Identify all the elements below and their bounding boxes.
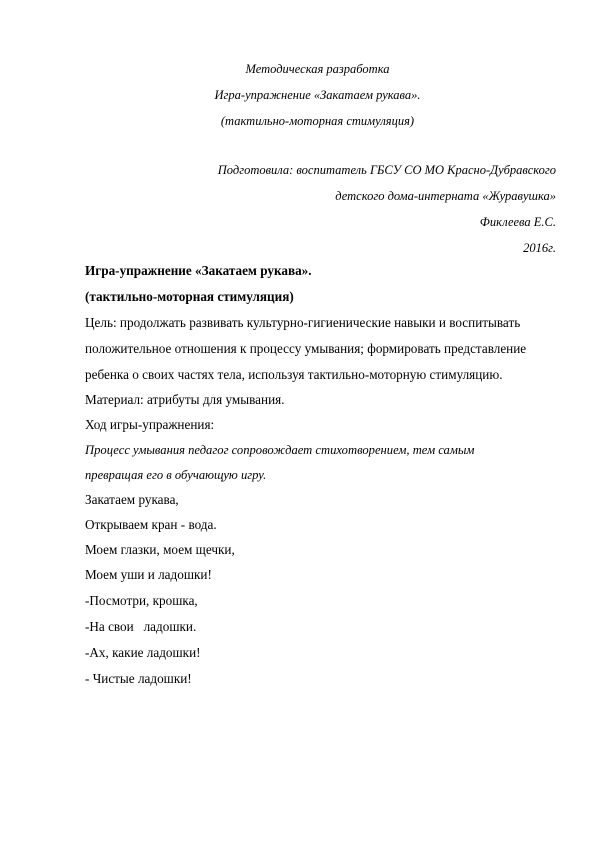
poem-line: Моем глазки, моем щечки, xyxy=(85,542,235,557)
material-line: Материал: атрибуты для умывания. xyxy=(85,392,285,407)
note-line-2: превращая его в обучающую игру. xyxy=(85,468,267,482)
poem-line: Открываем кран - вода. xyxy=(85,517,217,532)
doc-heading-title: Игра-упражнение «Закатаем рукава». xyxy=(214,88,421,102)
poem-line: -Ах, какие ладошки! xyxy=(85,645,201,660)
note-line-1: Процесс умывания педагог сопровождает стихотворением, тем самым xyxy=(85,443,475,457)
author-name: Фиклеева Е.С. xyxy=(479,215,556,229)
doc-heading-type: Методическая разработка xyxy=(245,62,390,76)
body-subtitle: (тактильно-моторная стимуляция) xyxy=(85,289,294,304)
doc-heading-subtitle: (тактильно-моторная стимуляция) xyxy=(220,114,415,128)
goal-line-1: Цель: продолжать развивать культурно-гигиенические навыки и воспитывать xyxy=(85,315,521,330)
poem-line: -Посмотри, крошка, xyxy=(85,593,198,608)
author-position: Подготовила: воспитатель ГБСУ СО МО Красно-Дубравского xyxy=(217,163,556,177)
author-institution: детского дома-интерната «Журавушка» xyxy=(335,189,556,203)
poem-line: -На свои ладошки. xyxy=(85,619,197,634)
poem-line: Моем уши и ладошки! xyxy=(85,567,212,582)
goal-line-2: положительное отношения к процессу умывания; формировать представление xyxy=(85,341,527,356)
goal-line-3: ребенка о своих частях тела, используя тактильно-моторную стимуляцию. xyxy=(85,367,503,382)
body-title: Игра-упражнение «Закатаем рукава». xyxy=(85,263,312,278)
poem-line: Закатаем рукава, xyxy=(85,492,179,507)
author-year: 2016г. xyxy=(523,241,556,255)
course-heading: Ход игры-упражнения: xyxy=(85,417,215,432)
poem-line: - Чистые ладошки! xyxy=(85,671,192,686)
